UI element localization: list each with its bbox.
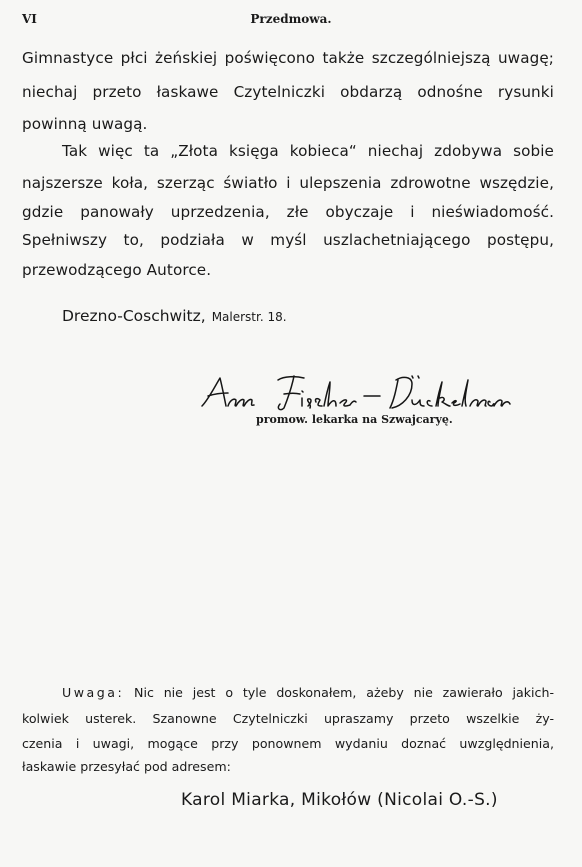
paragraph1-line: Gimnastyce płci żeńskiej poświęcono także szczególniejszą uwagę; — [22, 49, 554, 67]
signature-caption: promow. lekarka na Szwajcaryę. — [256, 413, 453, 426]
paragraph2-line: Spełniwszy to, podziała w myśl uszlachetniającego postępu, — [22, 231, 554, 249]
handwritten-signature — [198, 366, 516, 420]
note-line: kolwiek usterek. Szanowne Czytelniczki upraszamy przeto wszelkie ży- — [22, 711, 554, 726]
note-line — [62, 682, 554, 704]
paragraph2-line: przewodzącego Autorce. — [22, 261, 212, 279]
place-city: Drezno-Coschwitz, — [62, 307, 206, 325]
note-label: Uwaga: — [62, 685, 125, 700]
note-line: czenia i uwagi, mogące przy ponownem wydaniu doznać uwzględnienia, — [22, 736, 554, 751]
running-title: Przedmowa. — [250, 12, 332, 26]
paragraph2-line: gdzie panowały uprzedzenia, złe obyczaje i nieświadomość. — [22, 203, 554, 221]
page-number: VI — [22, 12, 37, 26]
note-line: łaskawie przesyłać pod adresem: — [22, 759, 231, 774]
place-and-address — [62, 306, 287, 327]
place-street: Malerstr. 18. — [211, 310, 287, 324]
paragraph1-line: powinną uwagą. — [22, 115, 148, 133]
publisher-address: Karol Miarka, Mikołów (Nicolai O.-S.) — [181, 790, 498, 810]
paragraph2-line: najszersze koła, szerząc światło i ulepszenia zdrowotne wszędzie, — [22, 174, 554, 192]
paragraph2-line: Tak więc ta „Złota księga kobieca“ niechaj zdobywa sobie — [62, 142, 554, 160]
paragraph1-line: niechaj przeto łaskawe Czytelniczki obdarzą odnośne rysunki — [22, 83, 554, 101]
note-text: Nic nie jest o tyle doskonałem, ażeby nie zawierało jakich- — [134, 685, 554, 700]
